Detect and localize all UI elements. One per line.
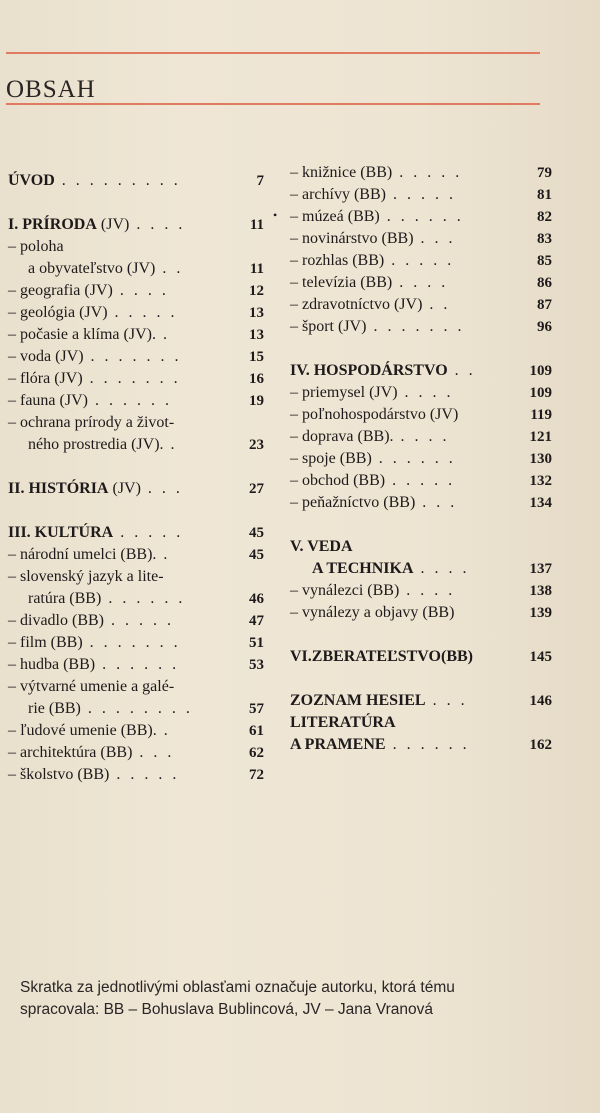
leader-dots: . . . . . bbox=[109, 766, 180, 783]
toc-page-number: 139 bbox=[529, 605, 552, 621]
toc-entry[interactable] bbox=[290, 316, 552, 338]
toc-entry-label: – zdravotníctvo (JV) . . bbox=[290, 296, 451, 313]
toc-page-number: 79 bbox=[537, 165, 552, 181]
toc-spacer bbox=[290, 668, 552, 690]
leader-dots: . . . . . bbox=[392, 164, 463, 181]
toc-page-number: 11 bbox=[249, 217, 264, 233]
toc-entry[interactable] bbox=[8, 698, 264, 720]
toc-entry[interactable] bbox=[8, 676, 264, 698]
toc-page-number: 45 bbox=[249, 547, 264, 563]
leader-dots: . . . bbox=[140, 480, 183, 497]
leader-dots: . . . . . . . bbox=[83, 348, 182, 365]
leader-dots: . . bbox=[422, 296, 451, 313]
toc-entry[interactable] bbox=[290, 184, 552, 206]
toc-entry-label: – obchod (BB) . . . . . bbox=[290, 472, 456, 489]
toc-entry[interactable] bbox=[8, 170, 264, 192]
toc-entry-label: – vynálezy a objavy (BB) bbox=[290, 604, 455, 621]
footnote bbox=[20, 977, 580, 1021]
toc-entry[interactable] bbox=[290, 448, 552, 470]
top-rule bbox=[6, 52, 540, 54]
toc-entry-label: – novinárstvo (BB) . . . bbox=[290, 230, 456, 247]
toc-entry-label: – fauna (JV) . . . . . . bbox=[8, 392, 172, 409]
toc-page-number: 132 bbox=[529, 473, 552, 489]
toc-entry[interactable] bbox=[8, 390, 264, 412]
leader-dots: . . bbox=[447, 362, 476, 379]
leader-dots: . bbox=[163, 436, 178, 453]
toc-entry[interactable] bbox=[290, 492, 552, 514]
leader-dots: . . . bbox=[132, 744, 175, 761]
toc-page-number: 13 bbox=[249, 327, 264, 343]
toc-page-number: 145 bbox=[529, 649, 552, 665]
toc-entry[interactable] bbox=[8, 632, 264, 654]
toc-entry[interactable] bbox=[8, 478, 264, 500]
leader-dots: . . . . bbox=[397, 384, 454, 401]
toc-page-number: 62 bbox=[249, 745, 264, 761]
leader-dots: . . . . bbox=[413, 560, 470, 577]
leader-dots: . . . bbox=[425, 692, 468, 709]
leader-dots: . . . . . . . bbox=[366, 318, 465, 335]
toc-page-number: 12 bbox=[249, 283, 264, 299]
leader-dots: . . bbox=[155, 260, 184, 277]
toc-entry[interactable] bbox=[8, 236, 264, 258]
toc-entry-label: a obyvateľstvo (JV) . . bbox=[28, 260, 184, 277]
toc-entry[interactable] bbox=[290, 426, 552, 448]
leader-dots: . . . . bbox=[112, 282, 169, 299]
toc-entry-label: – divadlo (BB) . . . . . bbox=[8, 612, 174, 629]
toc-entry-label: A PRAMENE . . . . . . bbox=[290, 736, 470, 753]
toc-page-number: 134 bbox=[529, 495, 552, 511]
leader-dots: . . . . bbox=[399, 582, 456, 599]
toc-entry[interactable] bbox=[290, 404, 552, 426]
toc-entry-label: rie (BB) . . . . . . . . bbox=[28, 700, 193, 717]
toc-entry[interactable] bbox=[8, 720, 264, 742]
toc-entry-label: I. PRÍRODA (JV) . . . . bbox=[8, 216, 186, 233]
toc-page-number: 83 bbox=[537, 231, 552, 247]
toc-page-number: 11 bbox=[249, 261, 264, 277]
toc-entry-label: – počasie a klíma (JV). . bbox=[8, 326, 170, 343]
toc-entry-label: – archívy (BB) . . . . . bbox=[290, 186, 456, 203]
toc-spacer bbox=[290, 338, 552, 360]
toc-page-number: 72 bbox=[249, 767, 264, 783]
toc-page-number: 7 bbox=[256, 173, 264, 189]
leader-dots: . . . . . bbox=[113, 524, 184, 541]
toc-page-number: 162 bbox=[529, 737, 552, 753]
toc-page-number: 46 bbox=[249, 591, 264, 607]
toc-page-number: 13 bbox=[249, 305, 264, 321]
toc-page-number: 15 bbox=[249, 349, 264, 365]
toc-entry-label: A TECHNIKA . . . . bbox=[312, 560, 470, 577]
toc-entry[interactable] bbox=[8, 654, 264, 676]
toc-entry-label: – poľnohospodárstvo (JV) bbox=[290, 406, 459, 423]
toc-entry[interactable] bbox=[290, 294, 552, 316]
toc-entry-label: IV. HOSPODÁRSTVO . . bbox=[290, 362, 476, 379]
toc-entry-label: – geológia (JV) . . . . . bbox=[8, 304, 178, 321]
toc-entry-label: ZOZNAM HESIEL . . . bbox=[290, 692, 468, 709]
toc-spacer bbox=[8, 500, 264, 522]
toc-entry-label: – národní umelci (BB). . bbox=[8, 546, 171, 563]
toc-entry[interactable] bbox=[8, 742, 264, 764]
toc-entry[interactable] bbox=[290, 272, 552, 294]
toc-page-number: 16 bbox=[249, 371, 264, 387]
toc-page-number: 45 bbox=[249, 525, 264, 541]
toc-entry-label: – spoje (BB) . . . . . . bbox=[290, 450, 456, 467]
toc-entry-label: – šport (JV) . . . . . . . bbox=[290, 318, 465, 335]
toc-entry[interactable] bbox=[290, 558, 552, 580]
toc-spacer bbox=[8, 456, 264, 478]
leader-dots: . . . . . . bbox=[385, 736, 470, 753]
toc-page-number: 23 bbox=[249, 437, 264, 453]
leader-dots: . . . . bbox=[129, 216, 186, 233]
toc-entry-label: – televízia (BB) . . . . bbox=[290, 274, 449, 291]
toc-entry-label: ratúra (BB) . . . . . . bbox=[28, 590, 186, 607]
toc-entry[interactable] bbox=[8, 302, 264, 324]
toc-page-number: 109 bbox=[529, 385, 552, 401]
toc-entry[interactable] bbox=[8, 588, 264, 610]
toc-page-number: 57 bbox=[249, 701, 264, 717]
toc-entry-label: – knižnice (BB) . . . . . bbox=[290, 164, 463, 181]
toc-entry[interactable] bbox=[8, 610, 264, 632]
toc-entry[interactable] bbox=[290, 228, 552, 250]
title-underline bbox=[6, 103, 540, 105]
leader-dots: . . . . . . bbox=[95, 656, 180, 673]
leader-dots: . . . . bbox=[393, 428, 450, 445]
toc-page-number: 96 bbox=[537, 319, 552, 335]
toc-entry-label: – slovenský jazyk a lite- bbox=[8, 568, 164, 585]
leader-dots: . . . . . bbox=[384, 252, 455, 269]
toc-page-number: 51 bbox=[249, 635, 264, 651]
toc-entry[interactable] bbox=[290, 712, 552, 734]
toc-entry-label: – priemysel (JV) . . . . bbox=[290, 384, 454, 401]
footnote-line-1: Skratka za jednotlivými oblasťami označuje autorku, ktorá tému bbox=[20, 979, 455, 996]
leader-dots: . . . . . bbox=[385, 186, 456, 203]
leader-dots: . . . . . . bbox=[379, 208, 464, 225]
toc-entry[interactable] bbox=[8, 258, 264, 280]
toc-entry-label: – školstvo (BB) . . . . . bbox=[8, 766, 180, 783]
toc-right-column bbox=[290, 162, 552, 756]
toc-entry-label: – rozhlas (BB) . . . . . bbox=[290, 252, 455, 269]
toc-entry-label: – architektúra (BB) . . . bbox=[8, 744, 175, 761]
leader-dots: . . . . . . bbox=[101, 590, 186, 607]
toc-entry[interactable] bbox=[8, 412, 264, 434]
toc-entry-label: – geografia (JV) . . . . bbox=[8, 282, 169, 299]
page-title: OBSAH bbox=[6, 76, 96, 103]
toc-page-number: 53 bbox=[249, 657, 264, 673]
toc-entry[interactable] bbox=[290, 690, 552, 712]
toc-entry[interactable] bbox=[290, 206, 552, 228]
leader-dots: . . . . . . . . bbox=[80, 700, 193, 717]
toc-entry-label: II. HISTÓRIA (JV) . . . bbox=[8, 480, 183, 497]
leader-dots: . . . . . . . bbox=[82, 370, 181, 387]
toc-page-number: 19 bbox=[249, 393, 264, 409]
toc-entry[interactable] bbox=[290, 734, 552, 756]
toc-entry-label: – peňažníctvo (BB) . . . bbox=[290, 494, 458, 511]
leader-dots: . bbox=[156, 722, 171, 739]
toc-page-number: 27 bbox=[249, 481, 264, 497]
toc-entry[interactable] bbox=[290, 162, 552, 184]
toc-entry-label: – voda (JV) . . . . . . . bbox=[8, 348, 182, 365]
toc-entry-label: – ochrana prírody a život- bbox=[8, 414, 175, 431]
stray-mark: • bbox=[273, 208, 278, 222]
toc-page-number: 130 bbox=[529, 451, 552, 467]
leader-dots: . . . . . . bbox=[371, 450, 456, 467]
toc-page-number: 61 bbox=[249, 723, 264, 739]
toc-entry-label: VI.ZBERATEĽSTVO(BB) bbox=[290, 648, 473, 665]
toc-entry-label: ného prostredia (JV). . bbox=[28, 436, 178, 453]
toc-entry-label: – ľudové umenie (BB). . bbox=[8, 722, 171, 739]
toc-entry-label: V. VEDA bbox=[290, 538, 353, 555]
toc-page-number: 119 bbox=[530, 407, 552, 423]
toc-page-number: 85 bbox=[537, 253, 552, 269]
toc-page-number: 109 bbox=[529, 363, 552, 379]
leader-dots: . . . . bbox=[392, 274, 449, 291]
toc-entry[interactable] bbox=[290, 602, 552, 624]
toc-entry[interactable] bbox=[8, 280, 264, 302]
toc-entry-label: – výtvarné umenie a galé- bbox=[8, 678, 175, 695]
leader-dots: . . . . . bbox=[385, 472, 456, 489]
toc-entry[interactable] bbox=[8, 214, 264, 236]
toc-entry[interactable] bbox=[8, 324, 264, 346]
toc-entry[interactable] bbox=[8, 522, 264, 544]
toc-entry-label: – hudba (BB) . . . . . . bbox=[8, 656, 180, 673]
footnote-line-2: spracovala: BB – Bohuslava Bublincová, JV – Jana Vranová bbox=[20, 1001, 434, 1018]
toc-page-number: 146 bbox=[529, 693, 552, 709]
toc-page-number: 138 bbox=[529, 583, 552, 599]
toc-entry-label: – doprava (BB). . . . . bbox=[290, 428, 450, 445]
leader-dots: . bbox=[155, 326, 170, 343]
toc-entry[interactable] bbox=[8, 368, 264, 390]
leader-dots: . . . bbox=[415, 494, 458, 511]
leader-dots: . . . . . . bbox=[87, 392, 172, 409]
leader-dots: . . . . . . . . . bbox=[54, 172, 181, 189]
leader-dots: . bbox=[156, 546, 171, 563]
leader-dots: . . . bbox=[413, 230, 456, 247]
toc-page-number: 121 bbox=[529, 429, 552, 445]
toc-entry[interactable] bbox=[290, 250, 552, 272]
leader-dots: . . . . . . . bbox=[82, 634, 181, 651]
toc-entry[interactable] bbox=[8, 566, 264, 588]
toc-page-number: 82 bbox=[537, 209, 552, 225]
toc-entry-label: – vynálezci (BB) . . . . bbox=[290, 582, 456, 599]
leader-dots: . . . . . bbox=[104, 612, 174, 629]
toc-page-number: 87 bbox=[537, 297, 552, 313]
toc-entry-label: ÚVOD . . . . . . . . . bbox=[8, 172, 181, 189]
toc-entry[interactable] bbox=[290, 360, 552, 382]
toc-page-number: 86 bbox=[537, 275, 552, 291]
toc-entry-label: – múzeá (BB) . . . . . . bbox=[290, 208, 464, 225]
toc-left-column bbox=[8, 170, 264, 786]
toc-entry[interactable] bbox=[290, 646, 552, 668]
toc-entry[interactable] bbox=[290, 382, 552, 404]
toc-page-number: 137 bbox=[529, 561, 552, 577]
toc-entry-label: III. KULTÚRA . . . . . bbox=[8, 524, 184, 541]
toc-entry[interactable] bbox=[8, 346, 264, 368]
toc-page-number: 47 bbox=[249, 613, 264, 629]
toc-entry[interactable] bbox=[290, 470, 552, 492]
toc-entry-label: – poloha bbox=[8, 238, 64, 255]
toc-spacer bbox=[290, 514, 552, 536]
toc-entry-label: LITERATÚRA bbox=[290, 714, 396, 731]
toc-entry[interactable] bbox=[290, 580, 552, 602]
toc-entry-label: – flóra (JV) . . . . . . . bbox=[8, 370, 181, 387]
toc-entry-label: – film (BB) . . . . . . . bbox=[8, 634, 181, 651]
toc-entry[interactable] bbox=[8, 764, 264, 786]
toc-page-number: 81 bbox=[537, 187, 552, 203]
toc-spacer bbox=[8, 192, 264, 214]
toc-entry[interactable] bbox=[8, 544, 264, 566]
leader-dots: . . . . . bbox=[107, 304, 178, 321]
toc-entry[interactable] bbox=[290, 536, 552, 558]
toc-entry[interactable] bbox=[8, 434, 264, 456]
toc-spacer bbox=[290, 624, 552, 646]
